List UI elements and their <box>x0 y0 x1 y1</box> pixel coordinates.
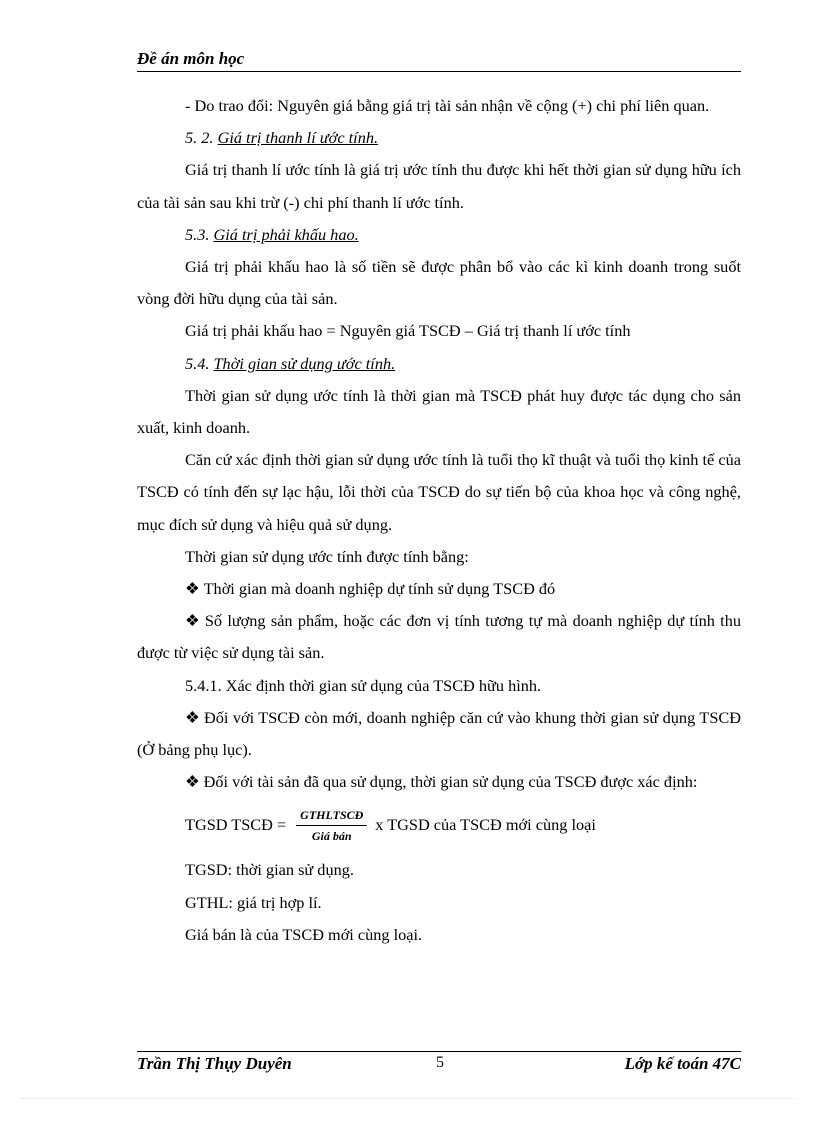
heading-5-4-number: 5.4. <box>185 353 214 373</box>
heading-5-4 <box>137 348 741 380</box>
paragraph-5-4-1: 5.4.1. Xác định thời gian sử dụng của TSCĐ hữu hình. <box>185 675 542 695</box>
heading-5-3-number: 5.3. <box>185 224 214 244</box>
page-content <box>137 90 741 951</box>
paragraph-gia-tri-khau-hao: Giá trị phải khấu hao là số tiền sẽ được phân bổ vào các kì kinh doanh trong suốt vòng đời hữu dụng của tài sản. <box>137 257 741 309</box>
page-bottom-dotted-line <box>20 1098 796 1099</box>
bullet-item <box>137 573 741 605</box>
heading-5-2-number: 5. 2. <box>185 128 218 148</box>
paragraph-khau-hao-formula: Giá trị phải khấu hao = Nguyên giá TSCĐ – Giá trị thanh lí ước tính <box>185 321 631 341</box>
definition-gthl: GTHL: giá trị hợp lí. <box>185 892 322 912</box>
definition-gia-ban: Giá bán là của TSCĐ mới cùng loại. <box>185 924 423 944</box>
formula-denominator: Giá bán <box>311 828 352 843</box>
bullet-text: Đối với TSCĐ còn mới, doanh nghiệp căn cứ vào khung thời gian sử dụng TSCĐ (Ở bảng phụ lục). <box>137 707 741 760</box>
paragraph-gia-tri-thanh-li: Giá trị thanh lí ước tính là giá trị ước tính thu được khi hết thời gian sử dụng hữu ích của tài sản sau khi trừ (-) chi phí thanh lí ước tính. <box>137 160 741 212</box>
formula-numerator: GTHLTSCĐ <box>296 808 367 826</box>
bullet-text: Thời gian mà doanh nghiệp dự tính sử dụng TSCĐ đó <box>203 579 556 599</box>
diamond-bullet-icon: ❖ <box>185 772 200 792</box>
footer-author: Trần Thị Thụy Duyên <box>137 1054 292 1073</box>
tgsd-formula <box>137 800 741 850</box>
definition-tgsd: TGSD: thời gian sử dụng. <box>185 860 354 880</box>
paragraph-thoi-gian-su-dung: Thời gian sử dụng ước tính là thời gian mà TSCĐ phát huy được tác dụng cho sản xuất, kinh doanh. <box>137 385 741 438</box>
diamond-bullet-icon: ❖ <box>185 579 200 599</box>
formula-rhs: x TGSD của TSCĐ mới cùng loại <box>375 815 596 835</box>
formula-fraction <box>296 808 367 843</box>
paragraph-can-cu: Căn cứ xác định thời gian sử dụng ước tính là tuổi thọ kĩ thuật và tuổi thọ kinh tế của TSCĐ có tính đến sự lạc hậu, lỗi thời của TSCĐ do sự tiến bộ của khoa học và công nghệ, mục đích sử dụng và hiệu quả sử dụng. <box>137 450 741 534</box>
page-number: 5 <box>436 1054 444 1071</box>
diamond-bullet-icon: ❖ <box>185 707 200 727</box>
paragraph-trao-doi: - Do trao đổi: Nguyên giá bằng giá trị tài sản nhận về cộng (+) chi phí liên quan. <box>185 96 710 115</box>
header-rule <box>137 71 741 72</box>
formula-lhs: TGSD TSCĐ = <box>185 815 287 835</box>
header-title: Đề án môn học <box>137 49 245 68</box>
heading-5-2 <box>137 122 741 154</box>
heading-5-3 <box>137 219 741 251</box>
heading-5-4-title: Thời gian sử dụng ước tính. <box>213 353 396 373</box>
bullet-item <box>137 702 741 766</box>
paragraph-duoc-tinh-bang: Thời gian sử dụng ước tính được tính bằng: <box>185 546 469 566</box>
bullet-text: Đối với tài sản đã qua sử dụng, thời gian sử dụng của TSCĐ được xác định: <box>203 772 698 792</box>
bullet-text: Số lượng sản phẩm, hoặc các đơn vị tính tương tự mà doanh nghiệp dự tính thu được từ việc sử dụng tài sản. <box>137 611 741 663</box>
footer-class: Lớp kế toán 47C <box>624 1054 741 1073</box>
heading-5-3-title: Giá trị phải khấu hao. <box>213 224 359 244</box>
bullet-item <box>137 766 741 798</box>
heading-5-2-title: Giá trị thanh lí ước tính. <box>217 128 379 148</box>
diamond-bullet-icon: ❖ <box>185 611 201 631</box>
bullet-item <box>137 605 741 669</box>
footer-rule <box>137 1051 741 1052</box>
